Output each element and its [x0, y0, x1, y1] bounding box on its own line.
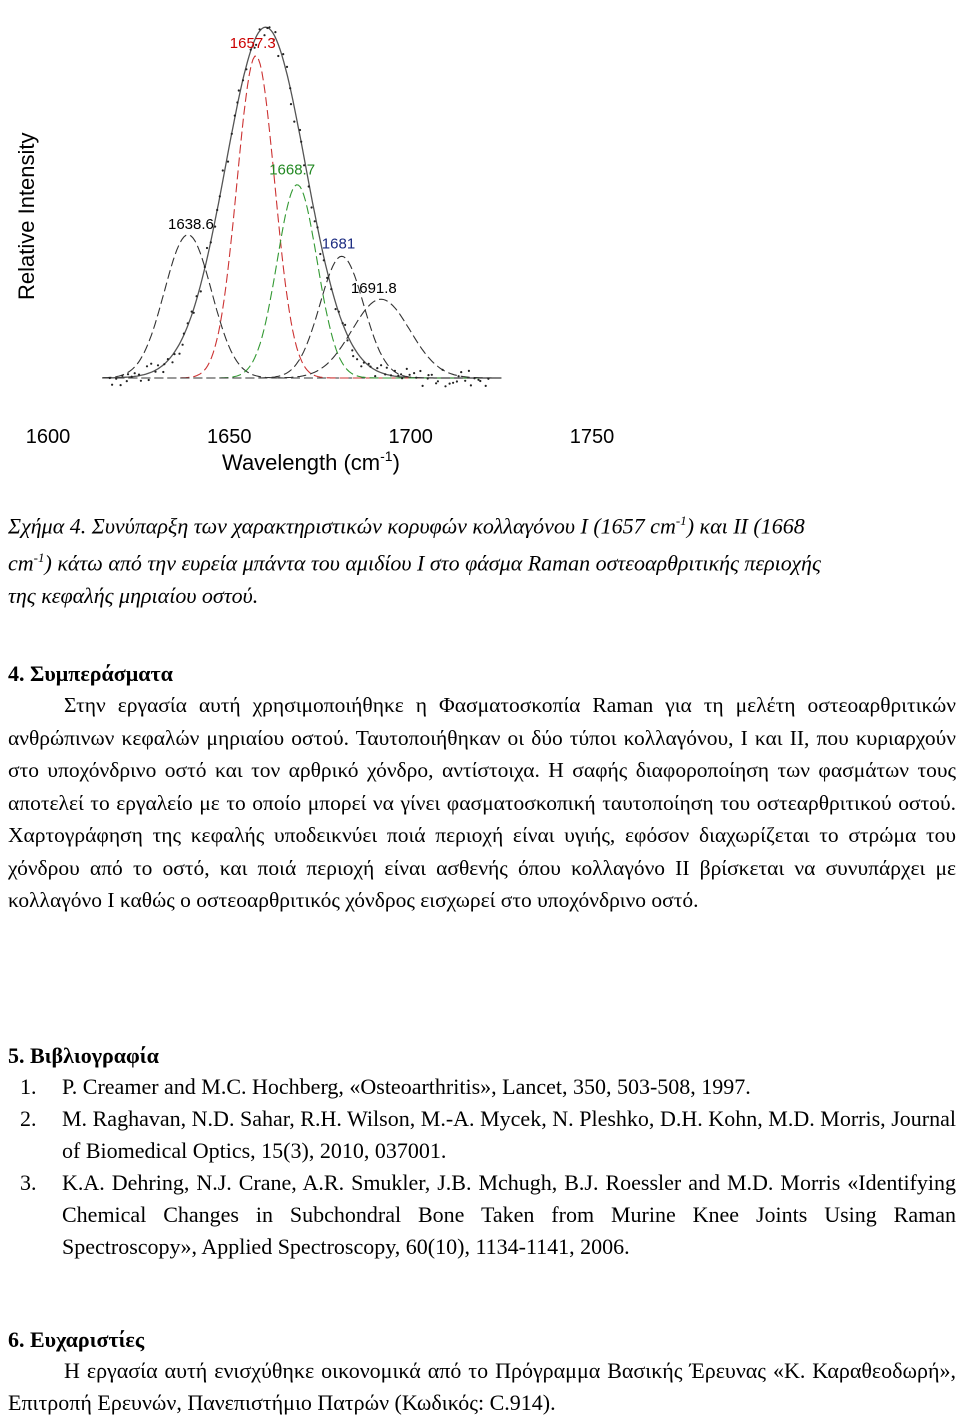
data-point [464, 380, 466, 382]
data-point [300, 141, 302, 143]
data-point [148, 379, 150, 381]
data-point [216, 209, 218, 211]
reference-item [8, 1167, 956, 1263]
curve-peak-1668.7 [102, 185, 501, 378]
data-point [214, 226, 216, 228]
data-point [210, 241, 212, 243]
data-point [227, 161, 229, 163]
reference-item [8, 1103, 956, 1167]
peak-label-1691.8: 1691.8 [350, 280, 397, 298]
measured-points [109, 26, 490, 387]
x-tick-label: 1600 [25, 426, 71, 448]
y-axis-label: Relative Intensity [14, 132, 39, 300]
reference-number: 2. [20, 1106, 37, 1131]
data-point [346, 339, 348, 341]
data-point [452, 382, 454, 384]
data-point [290, 103, 292, 105]
data-point [431, 374, 433, 376]
data-point [342, 322, 344, 324]
data-point [121, 375, 123, 377]
data-point [422, 385, 424, 387]
peak-label-1668.7: 1668.7 [269, 161, 316, 179]
data-point [182, 344, 184, 346]
data-point [456, 380, 458, 382]
references-section [8, 1040, 956, 1263]
data-point [487, 378, 489, 380]
spectrum-curves [102, 27, 501, 378]
data-point [413, 372, 415, 374]
data-point [146, 365, 148, 367]
data-point [293, 121, 295, 123]
data-point [286, 66, 288, 68]
data-point [311, 206, 313, 208]
data-point [444, 385, 446, 387]
data-point [268, 26, 270, 28]
reference-text: M. Raghavan, N.D. Sahar, R.H. Wilson, M.-A. Mycek, N. Pleshko, D.H. Kohn, M.D. Morris, Journal of Biomedical Optics, 15(3), 2010, 037001. [62, 1106, 956, 1163]
data-point [316, 226, 318, 228]
data-point [394, 370, 396, 372]
data-point [363, 362, 365, 364]
x-tick-label: 1750 [569, 426, 615, 448]
peak-label-1657.3: 1657.3 [229, 34, 276, 52]
data-point [111, 384, 113, 386]
data-point [460, 371, 462, 373]
peak-label-1681: 1681 [321, 235, 356, 253]
data-point [289, 87, 291, 89]
data-point [351, 349, 353, 351]
data-point [206, 247, 208, 249]
data-point [120, 384, 122, 386]
data-point [409, 374, 411, 376]
data-point [154, 371, 156, 373]
data-point [356, 358, 358, 360]
data-point [437, 380, 439, 382]
data-point [384, 373, 386, 375]
data-point [259, 28, 261, 30]
data-point [400, 373, 402, 375]
data-point [236, 101, 238, 103]
data-point [419, 370, 421, 372]
data-point [183, 333, 185, 335]
data-point [171, 361, 173, 363]
data-point [115, 378, 117, 380]
data-point [335, 308, 337, 310]
conclusions-section [8, 658, 956, 917]
data-point [157, 364, 159, 366]
data-point [442, 369, 444, 371]
data-point [338, 311, 340, 313]
curve-peak-1681 [102, 256, 501, 378]
data-point [150, 363, 152, 365]
x-tick-label: 1700 [388, 426, 433, 448]
data-point [138, 374, 140, 376]
reference-number: 3. [20, 1170, 37, 1195]
reference-text: P. Creamer and M.C. Hochberg, «Osteoarthritis», Lancet, 350, 503-508, 1997. [62, 1074, 751, 1099]
data-point [242, 79, 244, 81]
data-point [187, 322, 189, 324]
data-point [314, 220, 316, 222]
data-point [352, 355, 354, 357]
data-point [330, 288, 332, 290]
curve-peak-1638.6 [102, 235, 501, 378]
data-point [427, 377, 429, 379]
figure-caption: Σχήμα 4. Συνύπαρξη των χαρακτηριστικών κορυφών κολλαγόνου Ι (1657 $cm^{-1}$) και ΙΙ (1668 $cm^{-1}$) κάτω από την ευρεία μπάντα του αμιδίου Ι στο φάσμα Raman οστεοαρθριτικής περιοχής της κεφαλής μηριαίου οστού. [8, 513, 821, 608]
curve-peak-1657.3 [102, 56, 501, 378]
data-point [167, 358, 169, 360]
reference-number: 1. [20, 1074, 37, 1099]
data-point [344, 324, 346, 326]
reference-item [8, 1071, 956, 1103]
x-tick-label: 1650 [207, 426, 252, 448]
data-point [238, 89, 240, 91]
data-point [326, 277, 328, 279]
peak-label-1638.6: 1638.6 [168, 215, 214, 233]
data-point [191, 311, 193, 313]
data-point [406, 368, 408, 370]
data-point [323, 259, 325, 261]
reference-list [8, 1071, 956, 1263]
data-point [200, 290, 202, 292]
reference-text: K.A. Dehring, N.J. Crane, A.R. Smukler, J.B. Mchugh, B.J. Roessler and M.D. Morris «Identifying Chemical Changes in Subchondral Bone Taken from Murine Knee Joints Using Raman Spectroscopy», Applied Spectroscopy, 60(10), 1134-1141, 2006. [62, 1170, 956, 1259]
data-point [266, 27, 268, 29]
acknowledgements-text: Η εργασία αυτή ενισχύθηκε οικονομικά από το Πρόγραμμα Βασικής Έρευνας «Κ. Καραθεοδωρή», Επιτροπή Ερευνών, Πανεπιστήμιο Πατρών (Κωδικός: C.914). [8, 1358, 956, 1415]
data-point [485, 385, 487, 387]
data-point [369, 366, 371, 368]
conclusions-text: Στην εργασία αυτή χρησιμοποιήθηκε η Φασματοσκοπία Raman για τη μελέτη οστεοαρθριτικών ανθρώπινων κεφαλών μηριαίου οστού. Ταυτοποιήθηκαν οι δύο τύποι κολλαγόνου, Ι και ΙΙ, που κυριαρχούν στο υποχόνδρινο οστό και τον αρθρικό χόνδρο, αντίστοιχα. Η σαφής διαφοροποίηση των φασμάτων τους αποτελεί το εργαλείο με το οποίο μπορεί να γίνει φασματοσκοπική ταυτοποίηση του οστεαρθριτικού οστού. Χαρτογράφηση της κεφαλής υποδεικνύει ποιά περιοχή είναι υγιής, εφόσον διαχωρίζεται το στρώμα του χόνδρου από το οστό, και ποιά περιοχή είναι ασθενής όπου κολλαγόνο ΙΙ βρίσκεται να συνυπάρχει με κολλαγόνο Ι καθώς ο οστεοαρθριτικός χόνδρος εισχωρεί στο υποχόνδρινο οστό. [8, 693, 956, 912]
data-point [126, 380, 128, 382]
data-point [401, 377, 403, 379]
data-point [277, 55, 279, 57]
data-point [299, 129, 301, 131]
data-point [173, 353, 175, 355]
data-point [374, 375, 376, 377]
data-point [234, 115, 236, 117]
data-point [204, 266, 206, 268]
data-point [131, 376, 133, 378]
data-point [193, 312, 195, 314]
x-axis-ticks [26, 426, 615, 448]
data-point [127, 373, 129, 375]
data-point [415, 377, 417, 379]
data-point [231, 133, 233, 135]
data-point [282, 53, 284, 55]
data-point [319, 253, 321, 255]
curve-fit-envelope [102, 27, 501, 378]
data-point [470, 384, 472, 386]
data-point [360, 365, 362, 367]
data-point [274, 31, 276, 33]
data-point [222, 169, 224, 171]
data-point [435, 382, 437, 384]
data-point [178, 353, 180, 355]
raman-spectrum-chart [0, 0, 960, 490]
data-point [449, 383, 451, 385]
data-point [397, 375, 399, 377]
data-point [376, 367, 378, 369]
data-point [109, 377, 111, 379]
data-point [479, 380, 481, 382]
data-point [245, 68, 247, 70]
data-point [477, 379, 479, 381]
data-point [162, 371, 164, 373]
data-point [458, 375, 460, 377]
data-point [386, 367, 388, 369]
x-axis-label: Wavelength $(cm^{-1})$ [222, 448, 400, 475]
data-point [196, 295, 198, 297]
references-title: 5. Βιβλιογραφία [8, 1043, 159, 1068]
data-point [140, 380, 142, 382]
data-point [468, 370, 470, 372]
data-point [134, 372, 136, 374]
data-point [368, 363, 370, 365]
data-point [380, 364, 382, 366]
data-point [473, 377, 475, 379]
data-point [163, 363, 165, 365]
data-point [390, 374, 392, 376]
conclusions-title: 4. Συμπεράσματα [8, 661, 173, 686]
data-point [308, 185, 310, 187]
acknowledgements-title: 6. Ευχαριστίες [8, 1327, 145, 1352]
acknowledgements-section [8, 1324, 956, 1419]
data-point [427, 374, 429, 376]
data-point [219, 195, 221, 197]
